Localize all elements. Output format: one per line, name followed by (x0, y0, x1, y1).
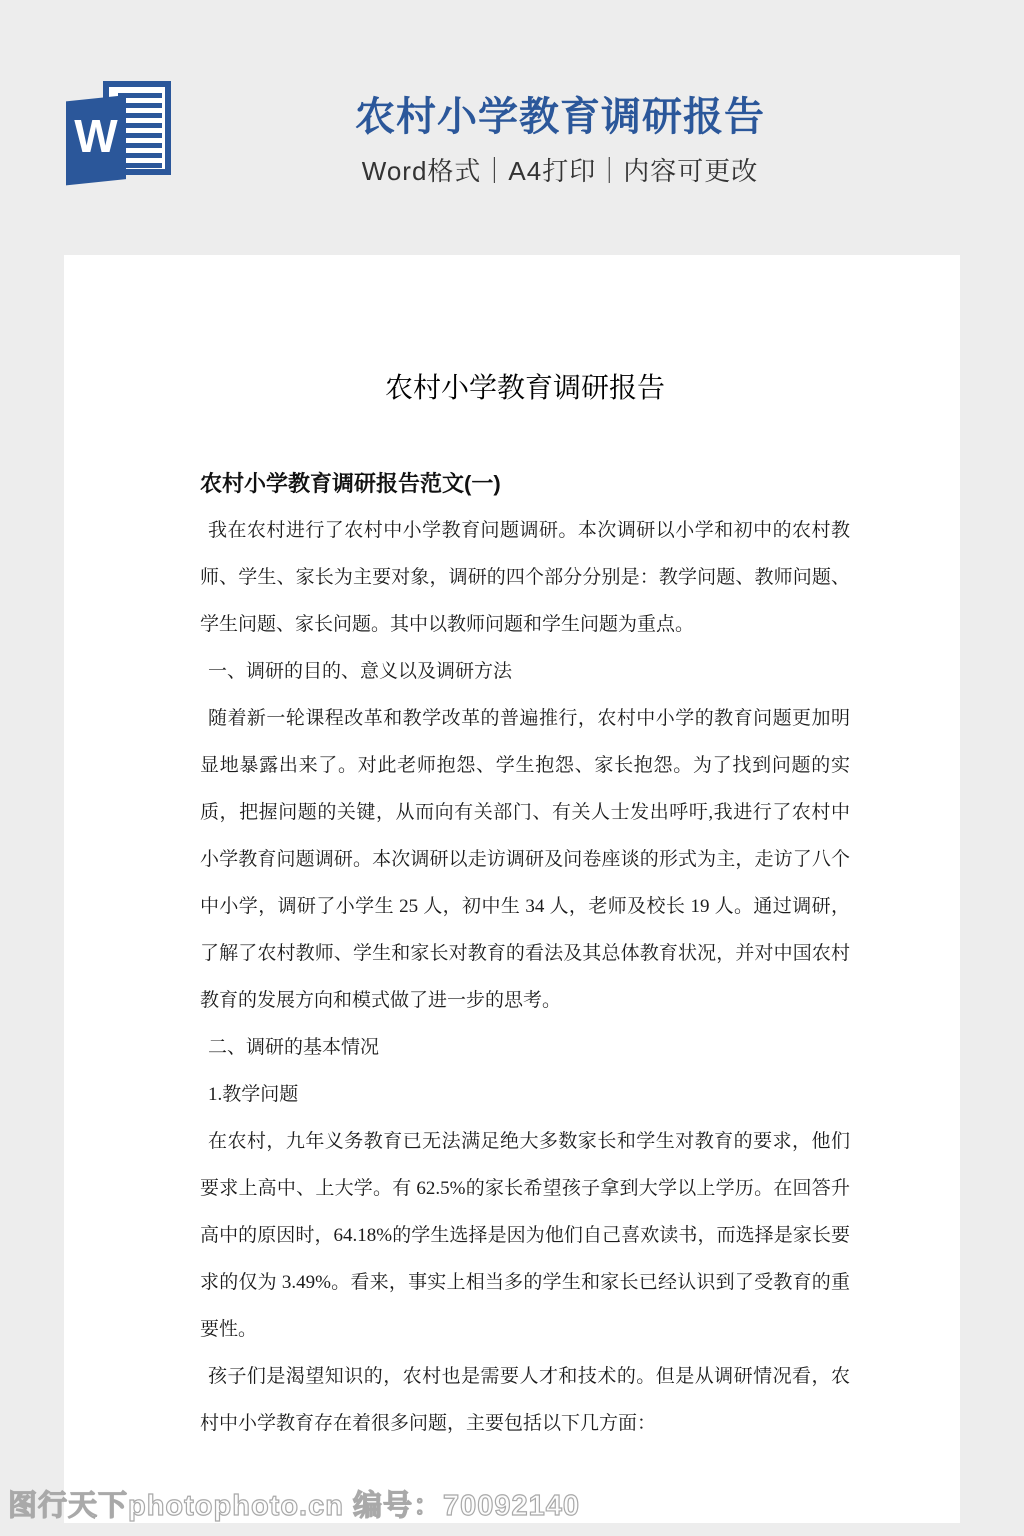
header (0, 0, 1024, 255)
header-text (280, 94, 840, 187)
document-title: 农村小学教育调研报告 (384, 373, 665, 404)
paragraph-method: 随着新一轮课程改革和教学改革的普遍推行，农村中小学的教育问题更加明显地暴露出来了。对此老师抱怨、学生抱怨、家长抱怨。为了找到问题的实质，把握问题的关键，从而向有关部门、有关人士发出呼吁,我进行了农村中小学教育问题调研。本次调研以走访调研及问卷座谈的形式为主，走访了八个中小学，调研了小学生 25 人，初中生 34 人，老师及校长 19 人。通过调研，了解了农村教师、学生和家长对教育的看法及其总体教育状况，并对中国农村教育的发展方向和模式做了进一步的思考。 (200, 708, 850, 1011)
word-icon (60, 80, 174, 188)
document-heading: 农村小学教育调研报告范文(一) (200, 471, 501, 496)
paragraph-intro: 我在农村进行了农村中小学教育问题调研。本次调研以小学和初中的农村教师、学生、家长为主要对象，调研的四个部分分别是：教学问题、教师问题、学生问题、家长问题。其中以教师问题和学生问题为重点。 (200, 520, 850, 635)
header-subtitle: Word格式｜A4打印｜内容可更改 (361, 156, 759, 186)
word-icon-letter: W (74, 110, 118, 162)
header-title: 农村小学教育调研报告 (355, 95, 765, 139)
watermark-text: 图行天下photophoto.cn 编号：70092140 (8, 1490, 581, 1522)
section-heading-purpose: 一、调研的目的、意义以及调研方法 (208, 661, 513, 682)
document-page (64, 255, 960, 1523)
subsection-heading-teaching: 1.教学问题 (208, 1084, 299, 1105)
paragraph-children: 孩子们是渴望知识的，农村也是需要人才和技术的。但是从调研情况看，农村中小学教育存在着很多问题，主要包括以下几方面： (200, 1366, 850, 1434)
section-heading-basics: 二、调研的基本情况 (208, 1037, 380, 1058)
paragraph-teaching-issue: 在农村，九年义务教育已无法满足绝大多数家长和学生对教育的要求，他们要求上高中、上大学。有 62.5%的家长希望孩子拿到大学以上学历。在回答升高中的原因时，64.18%的学生选择是因为他们自己喜欢读书，而选择是家长要求的仅为 3.49%。看来，事实上相当多的学生和家长已经认识到了受教育的重要性。 (200, 1131, 850, 1340)
